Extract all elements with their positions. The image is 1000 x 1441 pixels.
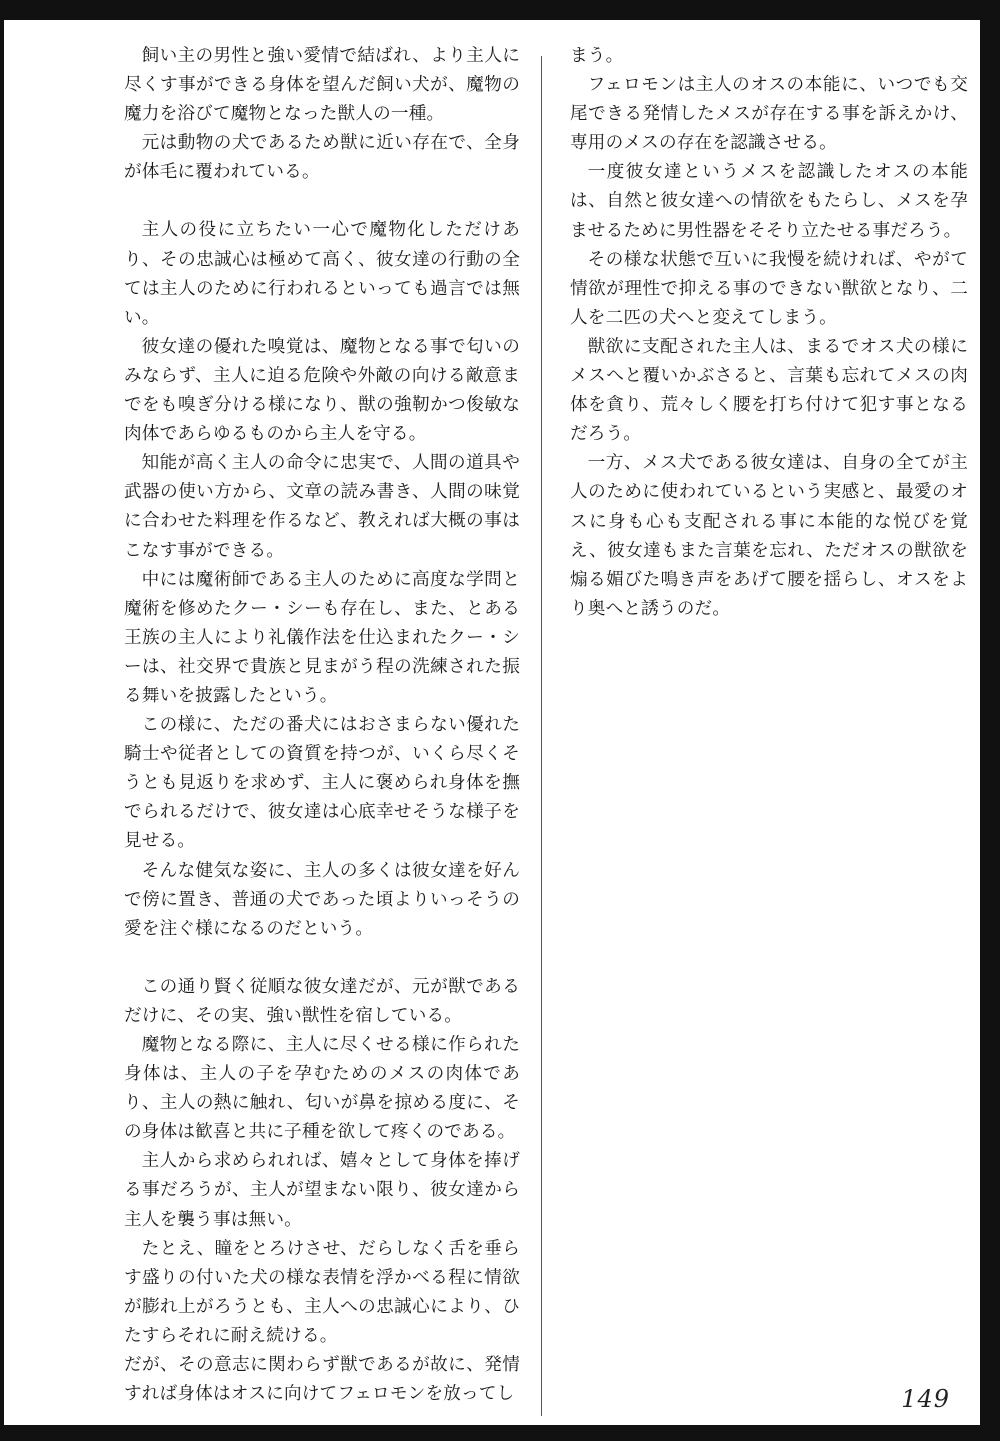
- paragraph: その様な状態で互いに我慢を続ければ、やがて情欲が理性で抑える事のできない獣欲となり、二人を二匹の犬へと変えてしまう。: [570, 249, 968, 328]
- paragraph: 元は動物の犬であるため獣に近い存在で、全身が体毛に覆われている。: [124, 133, 520, 183]
- paragraph: 知能が高く主人の命令に忠実で、人間の道具や武器の使い方から、文章の読み書き、人間の味覚に合わせた料理を作るなど、教えれば大概の事はこなす事ができる。: [124, 453, 520, 561]
- paragraph: 一度彼女達というメスを認識したオスの本能は、自然と彼女達への情欲をもたらし、メスを孕ませるために男性器をそそり立たせる事だろう。: [570, 162, 968, 241]
- page-content: [4, 20, 980, 1425]
- paragraph: この様に、ただの番犬にはおさまらない優れた騎士や従者としての資質を持つが、いくら尽くそうとも見返りを求めず、主人に褒められ身体を撫でられるだけで、彼女達は心底幸せそうな様子を見せる。: [124, 715, 520, 852]
- paragraph: この通り賢く従順な彼女達だが、元が獣であるだけに、その実、強い獣性を宿している。: [124, 976, 520, 1026]
- paragraph: まう。: [570, 46, 624, 66]
- paragraph: 中には魔術師である主人のために高度な学問と魔術を修めたクー・シーも存在し、また、とある王族の主人により礼儀作法を仕込まれたクー・シーは、社交界で貴族と見まがう程の洗練された振る舞いを披露したという。: [124, 569, 520, 706]
- paragraph: たとえ、瞳をとろけさせ、だらしなく舌を垂らす盛りの付いた犬の様な表情を浮かべる程に情欲が膨れ上がろうとも、主人への忠誠心により、ひたすらそれに耐え続ける。: [124, 1238, 520, 1346]
- paragraph: 獣欲に支配された主人は、まるでオス犬の様にメスへと覆いかぶさると、言葉も忘れてメスの肉体を貪り、荒々しく腰を打ち付けて犯す事となるだろう。: [570, 336, 968, 445]
- paragraph: 魔物となる際に、主人に尽くせる様に作られた身体は、主人の子を孕むためのメスの肉体であり、主人の熱に触れ、匂いが鼻を掠める度に、その身体は歓喜と共に子種を欲して疼くのである。: [124, 1035, 520, 1143]
- paragraph: 主人の役に立ちたい一心で魔物化しただけあり、その忠誠心は極めて高く、彼女達の行動の全ては主人のために行われるといっても過言では無い。: [124, 220, 520, 328]
- paragraph: 一方、メス犬である彼女達は、自身の全てが主人のために使われているという実感と、最愛のオスに身も心も支配される事に本能的な悦びを覚え、彼女達もまた言葉を忘れ、ただオスの獣欲を煽る媚びた鳴き声をあげて腰を揺らし、オスをより奥へと誘うのだ。: [570, 453, 968, 619]
- paragraph: 主人から求められれば、嬉々として身体を捧げる事だろうが、主人が望まない限り、彼女達から主人を襲う事は無い。: [124, 1151, 520, 1230]
- paragraph-gap: [124, 187, 520, 216]
- left-column: [124, 42, 520, 1409]
- paragraph: 彼女達の優れた嗅覚は、魔物となる事で匂いのみならず、主人に迫る危険や外敵の向ける敵意までをも嗅ぎ分ける様になり、獣の強靭かつ俊敏な肉体であらゆるものから主人を守る。: [124, 336, 520, 445]
- paragraph-gap: [124, 944, 520, 973]
- paragraph: そんな健気な姿に、主人の多くは彼女達を好んで傍に置き、普通の犬であった頃よりいっそうの愛を注ぐ様になるのだという。: [124, 860, 520, 939]
- page-number: 149: [901, 1385, 950, 1413]
- paragraph: フェロモンは主人のオスの本能に、いつでも交尾できる発情したメスが存在する事を訴えかけ、専用のメスの存在を認識させる。: [570, 75, 968, 154]
- right-column: [570, 42, 968, 624]
- column-divider: [541, 56, 542, 1416]
- paragraph: だが、その意志に関わらず獣であるが故に、発情すれば身体はオスに向けてフェロモンを放ってし: [124, 1355, 520, 1405]
- paragraph: 飼い主の男性と強い愛情で結ばれ、より主人に尽くす事ができる身体を望んだ飼い犬が、魔物の魔力を浴びて魔物となった獣人の一種。: [124, 46, 520, 125]
